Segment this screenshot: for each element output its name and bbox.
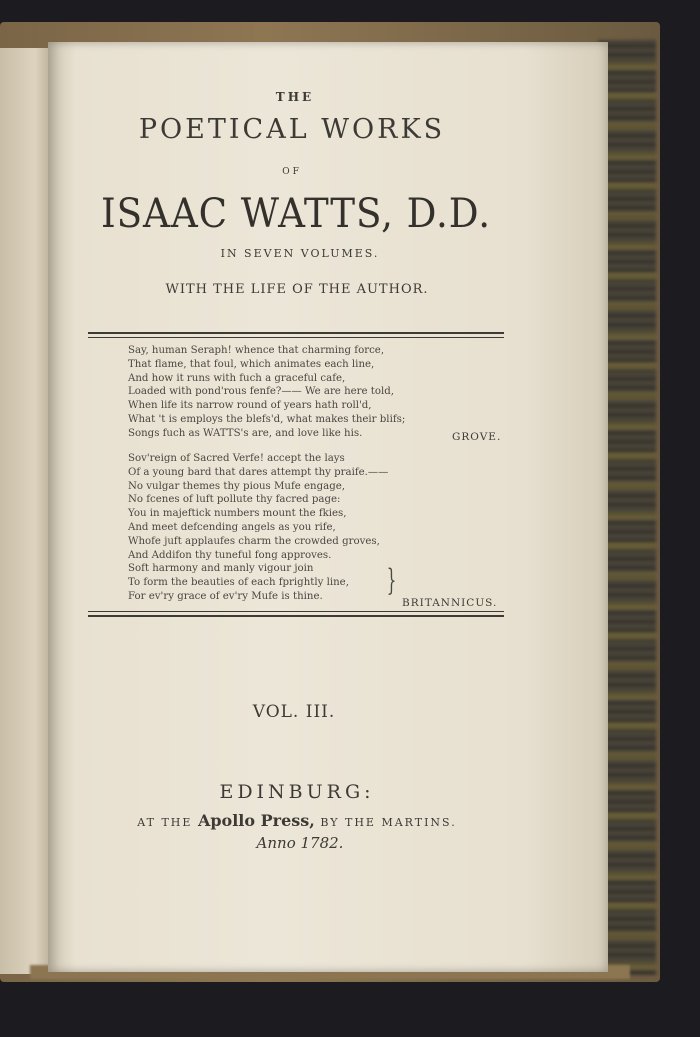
- imprint-publisher: [137, 811, 456, 830]
- brace-mark: }: [386, 563, 397, 598]
- poem-line: Sov'reign of Sacred Verfe! accept the lays: [128, 453, 345, 464]
- poem-line: That flame, that foul, which animates each line,: [128, 358, 375, 370]
- title-the: THE: [275, 90, 315, 104]
- poem-line: Songs fuch as WATTS's are, and love like his.: [128, 427, 363, 439]
- imprint-press: Apollo Press,: [197, 811, 315, 830]
- poem-line: Whofe juft applaufes charm the crowded groves,: [128, 535, 380, 547]
- volumes-line: IN SEVEN VOLUMES.: [220, 247, 380, 260]
- poem-line: No vulgar themes thy pious Mufe engage,: [128, 480, 345, 492]
- imprint-at-the: AT THE: [137, 816, 193, 829]
- poem-line: And meet defcending angels as you rife,: [128, 521, 336, 533]
- attribution-grove: GROVE.: [452, 431, 502, 443]
- poem-line: No fcenes of luft pollute thy facred page:: [128, 494, 341, 506]
- attribution-britannicus: BRITANNICUS.: [402, 597, 498, 609]
- imprint-year: Anno 1782.: [256, 834, 344, 852]
- poem-line: Soft harmony and manly vigour join: [128, 563, 314, 575]
- top-rule-1: [88, 332, 504, 334]
- poem-line: And Addifon thy tuneful fong approves.: [128, 549, 332, 561]
- imprint-city: EDINBURG:: [219, 781, 375, 803]
- title-of: OF: [282, 167, 302, 177]
- poem-line: And how it runs with fuch a graceful cafe,: [128, 372, 346, 384]
- poem-line: Loaded with pond'rous fenfe?—— We are here told,: [128, 386, 395, 398]
- poem-line: What 't is employs the blefs'd, what makes their blifs;: [128, 413, 406, 425]
- epigraph-britannicus: [128, 452, 388, 604]
- poem-line: When life its narrow round of years hath roll'd,: [128, 400, 372, 412]
- poem-line: Say, human Seraph! whence that charming force,: [128, 345, 385, 356]
- volume-number: VOL. III.: [252, 702, 336, 722]
- poem-line: For ev'ry grace of ev'ry Mufe is thine.: [128, 590, 323, 602]
- top-rule-2: [88, 337, 504, 338]
- life-line: WITH THE LIFE OF THE AUTHOR.: [165, 282, 429, 297]
- imprint-by: BY THE MARTINS.: [320, 816, 457, 829]
- poem-line: To form the beauties of each fprightly line,: [128, 577, 349, 589]
- bottom-rule-2: [88, 615, 504, 617]
- poem-line: Of a young bard that dares attempt thy praife.——: [128, 466, 389, 478]
- poem-line: You in majeftick numbers mount the fkies,: [128, 508, 347, 520]
- epigraph-grove: [128, 344, 405, 441]
- author-name: ISAAC WATTS, D.D.: [101, 191, 491, 237]
- title-poetical-works: POETICAL WORKS: [138, 114, 446, 145]
- left-page: [0, 48, 50, 974]
- bottom-rule-1: [88, 611, 504, 612]
